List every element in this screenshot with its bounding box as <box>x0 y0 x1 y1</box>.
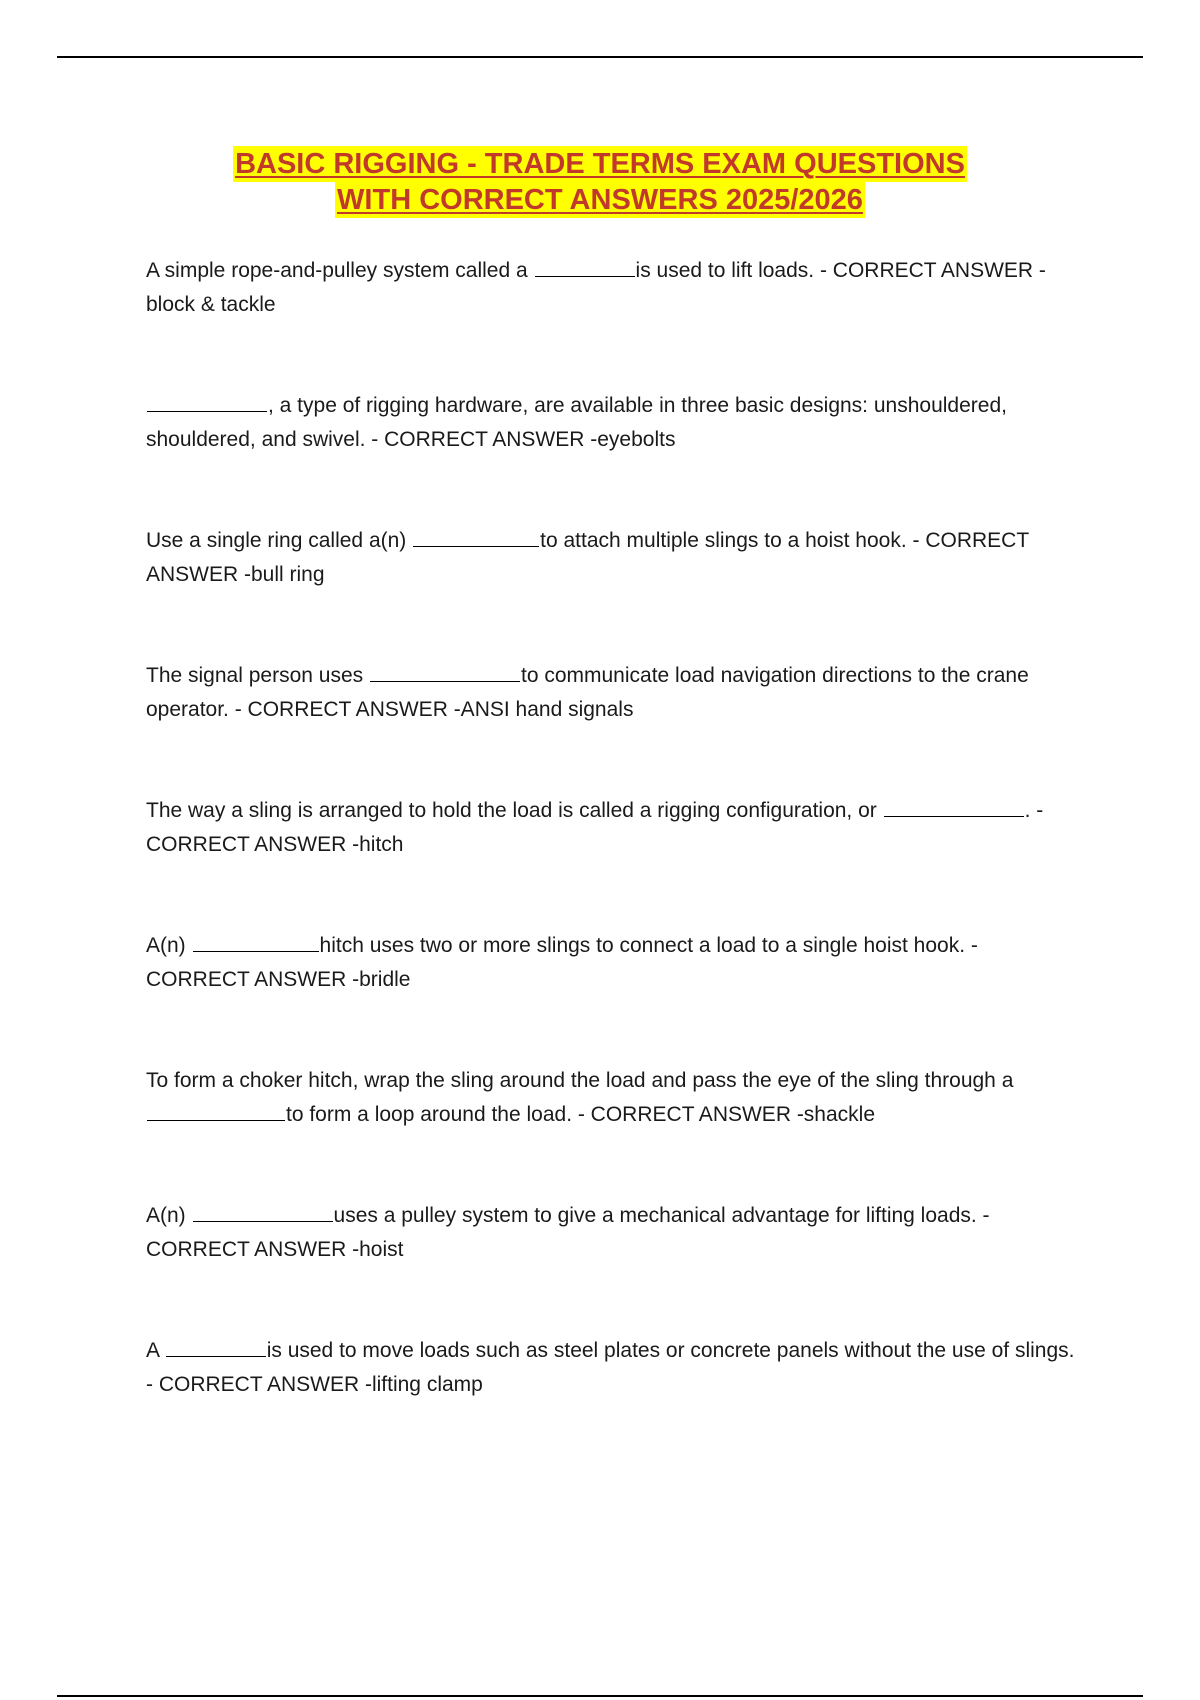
question-text-after: is used to lift loads. - CORRECT ANSWER - block & tackle <box>146 259 1046 316</box>
question-item <box>146 254 1086 322</box>
question-item <box>146 1064 1086 1132</box>
question-text-before: Use a single ring called a(n) <box>146 529 407 552</box>
answer-blank <box>884 815 1024 817</box>
title-line-2: WITH CORRECT ANSWERS 2025/2026 <box>337 184 863 216</box>
question-item <box>146 1199 1086 1267</box>
question-item <box>146 524 1086 592</box>
answer-blank <box>147 410 267 412</box>
question-text-after: . - CORRECT ANSWER -hitch <box>146 799 1044 856</box>
question-text-after: hitch uses two or more slings to connect a load to a single hoist hook. - CORRECT ANSWER -bridle <box>146 934 978 991</box>
answer-blank <box>535 275 635 277</box>
question-text-before: To form a choker hitch, wrap the sling around the load and pass the eye of the sling through a <box>146 1069 1014 1092</box>
answer-blank <box>193 950 319 952</box>
bottom-divider <box>57 1695 1143 1697</box>
question-item <box>146 659 1086 727</box>
question-item <box>146 389 1086 457</box>
answer-blank <box>370 680 520 682</box>
answer-blank <box>193 1220 333 1222</box>
question-text-after: to communicate load navigation directions to the crane operator. - CORRECT ANSWER -ANSI hand signals <box>146 664 1029 721</box>
document-title <box>0 146 1200 218</box>
question-text-after: , a type of rigging hardware, are available in three basic designs: unshouldered, shouldered, and swivel. - CORRECT ANSWER -eyebolts <box>146 394 1007 451</box>
question-text-before: The way a sling is arranged to hold the load is called a rigging configuration, or <box>146 799 877 822</box>
question-text-before: A(n) <box>146 1204 186 1227</box>
top-divider <box>57 56 1143 58</box>
question-text-after: to attach multiple slings to a hoist hook. - CORRECT ANSWER -bull ring <box>146 529 1029 586</box>
question-text-before: A simple rope-and-pulley system called a <box>146 259 528 282</box>
title-line-1: BASIC RIGGING - TRADE TERMS EXAM QUESTIONS <box>235 148 965 180</box>
question-text-before: The signal person uses <box>146 664 364 687</box>
question-text-before: A(n) <box>146 934 186 957</box>
question-item <box>146 794 1086 862</box>
question-text-after: uses a pulley system to give a mechanical advantage for lifting loads. - CORRECT ANSWER -hoist <box>146 1204 990 1261</box>
question-text-after: to form a loop around the load. - CORRECT ANSWER -shackle <box>286 1103 876 1126</box>
answer-blank <box>147 1119 285 1121</box>
question-item <box>146 1334 1086 1402</box>
question-item <box>146 929 1086 997</box>
answer-blank <box>166 1355 266 1357</box>
question-text-before: A <box>146 1339 159 1362</box>
answer-blank <box>413 545 539 547</box>
question-text-after: is used to move loads such as steel plates or concrete panels without the use of slings. - CORRECT ANSWER -lifting clamp <box>146 1339 1075 1396</box>
